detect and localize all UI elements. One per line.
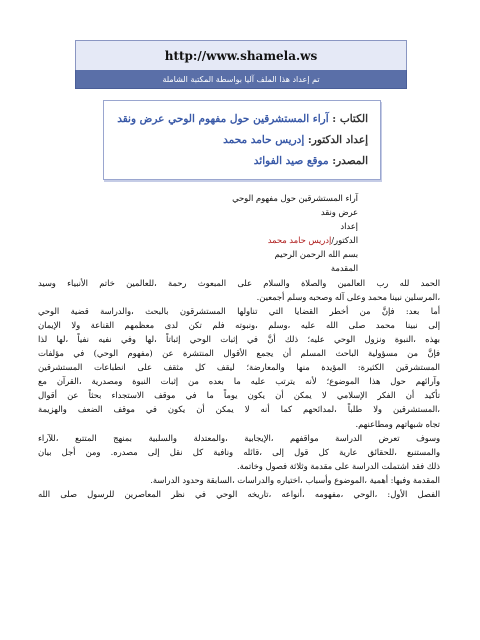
author-prefix: الدكتور/ xyxy=(331,235,358,246)
body-line: إعداد xyxy=(340,221,358,232)
paragraph-line: أما بعد: فإنَّ من أخطر القضايا التي تناولها المستشرقون بالبحث ،والدراسة قضية الوحي xyxy=(38,305,440,316)
website-url-header xyxy=(75,40,407,71)
body-line: بسم الله الرحمن الرحيم xyxy=(274,249,358,260)
generated-banner xyxy=(75,70,407,89)
banner-text: تم إعداد هذا الملف آليا بواسطة المكتبة الشاملة xyxy=(162,74,320,84)
paragraph-line: وسوف تعرض الدراسة مواقفهم ،الإيجابية ،والمعتدلة والسلبية بمنهج المتتبع ،للآراء xyxy=(38,432,440,443)
paragraph-line: فإنَّ من مسؤولية الباحث المسلم أن يجمع الأقوال المنتشرة عن (مفهوم الوحي) في مؤلفات xyxy=(38,348,440,359)
book-title-line xyxy=(114,109,368,130)
author-line xyxy=(38,233,440,247)
body-line: المقدمة xyxy=(330,263,358,274)
book-info-box xyxy=(103,100,381,180)
book-source: موقع صيد الفوائد xyxy=(253,155,329,167)
body-line: آراء المستشرقين حول مفهوم الوحي xyxy=(232,193,358,203)
paragraph-line: وآرائهم حول هذا الموضوع؛ لأنه يترتب عليه ما بعده من إثبات النبوة ومصدرية ،القرآن مع xyxy=(38,376,440,387)
paragraph-line: تأكيد أن الفكر الإسلامي لا يمكن أن يكون يوماً ما في موقف الاستجداء بحثاً عن أقوال xyxy=(38,390,440,401)
paragraph-line: المقدمة وفيها: أهمية ،الموضوع وأسباب ،اختياره والدراسات ،السابقة وحدود الدراسة. xyxy=(150,474,440,485)
paragraph-line: الحمد لله رب العالمين والصلاة والسلام على المبعوث رحمة ،للعالمين خاتم الأنبياء وسيد xyxy=(38,277,440,288)
paragraph-line: إلى نبينا محمد صلى الله عليه ،وسلم ،ونبوته فلم تكن لدى معظمهم القناعة ولا الإيمان xyxy=(38,319,440,330)
paragraph-line: الفصل الأول: ،الوحي ،مفهومه ،أنواعه ،تاريخه الوحي في نظر المعاصرين للرسول صلى الله xyxy=(38,488,440,499)
book-title-label: الكتاب : xyxy=(332,113,368,125)
paragraph-line: ،المرسلين نبينا محمد وعلى آله وصحبه وسلم أجمعين. xyxy=(256,291,440,302)
book-title: آراء المستشرقين حول مفهوم الوحي عرض ونقد xyxy=(117,113,329,125)
book-author: إدريس حامد محمد xyxy=(223,134,305,146)
website-url: http://www.shamela.ws xyxy=(164,49,318,63)
book-source-label: المصدر: xyxy=(332,155,368,167)
paragraph-line: تجاه شبهاتهم ومطاعنهم. xyxy=(355,418,440,429)
paragraph-line: والمستنبع ،للحقائق عارية كل قول إلى ،قائله ونافية كل نقل إلى مصدره. ومن أجل بيان xyxy=(38,446,440,457)
paragraph-line: ،المستشرقين ولا طلباً ،لمدائحهم كما أنه لا يمكن أن يكون في موقف الضعف والهزيمة xyxy=(38,404,440,415)
document-body xyxy=(38,191,440,631)
paragraph-line: المستشرقين الكثيرة: المؤيدة منها والمعارضة؛ ليقف كل مثقف على انطباعات المستشرقين xyxy=(38,362,440,373)
body-line: عرض ونقد xyxy=(320,207,358,218)
paragraph-line: بهذه ،النبوة ونزول الوحي عليه؛ ذلك أنَّ في إثبات الوحي إثباتاً ،لها وفي نفيه نفياً ،لها لذا xyxy=(38,333,440,344)
author-name: إدريس حامد محمد xyxy=(267,235,332,246)
book-source-line xyxy=(114,151,368,172)
paragraph-line: ذلك فقد اشتملت الدراسة على مقدمة وثلاثة فصول وخاتمة. xyxy=(236,460,440,471)
book-author-line xyxy=(114,130,368,151)
book-author-label: إعداد الدكتور: xyxy=(307,134,368,146)
